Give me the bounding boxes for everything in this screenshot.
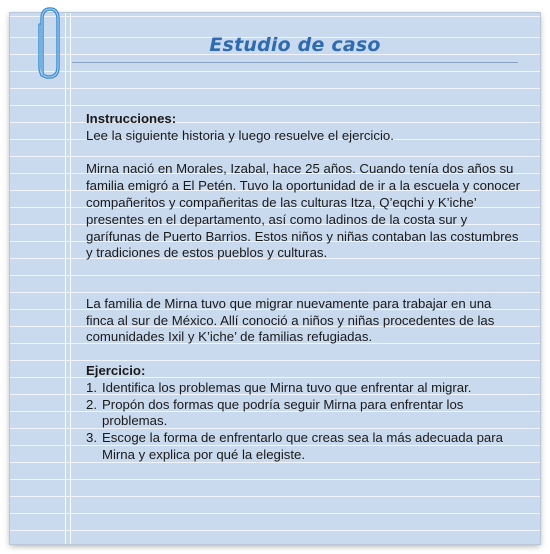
instructions-heading: Instrucciones: (86, 111, 177, 126)
page-title: Estudio de caso (209, 34, 381, 56)
exercise-number: 2. (86, 396, 97, 412)
title-underline (72, 62, 518, 63)
exercise-heading: Ejercicio: (86, 362, 146, 378)
story-paragraph-1: Mirna nació en Morales, Izabal, hace 25 años. Cuando tenía dos años su familia emigró a El Petén. Tuvo la oportunidad de ir a la escuela y conocer compañeritos y compañeritas de las culturas Itza, Q’eqchi y K’iche’ presentes en el departamento, así como ladinos de la costa sur y garífunas de Puerto Barrios. Estos niños y niñas contaban las costumbres y tradiciones de estos pueblos y culturas. (86, 161, 520, 261)
instructions-text: Lee la siguiente historia y luego resuelve el ejercicio. (86, 127, 394, 143)
margin-line (65, 13, 66, 544)
exercise-text: Propón dos formas que podría seguir Mirna para enfrentar los problemas. (102, 396, 464, 429)
case-study-content (86, 111, 520, 464)
exercise-text: Escoge la forma de enfrentarlo que creas sea la más adecuada para Mirna y explica por qué la elegiste. (102, 430, 503, 462)
exercise-item (86, 380, 520, 397)
notebook-card (10, 13, 540, 544)
exercise-item (86, 430, 520, 464)
exercise-list (86, 380, 520, 464)
exercise-text: Identifica los problemas que Mirna tuvo que enfrentar al migrar. (102, 379, 472, 395)
exercise-number: 3. (86, 430, 97, 446)
margin-line (70, 13, 71, 544)
exercise-number: 1. (86, 379, 97, 395)
exercise-item (86, 397, 520, 431)
story-paragraph-2: La familia de Mirna tuvo que migrar nuevamente para trabajar en una finca al sur de México. Allí conoció a niños y niñas procedentes de las comunidades Ixil y K’iche’ de familias refugiadas. (86, 295, 495, 345)
paperclip-icon (28, 5, 72, 87)
